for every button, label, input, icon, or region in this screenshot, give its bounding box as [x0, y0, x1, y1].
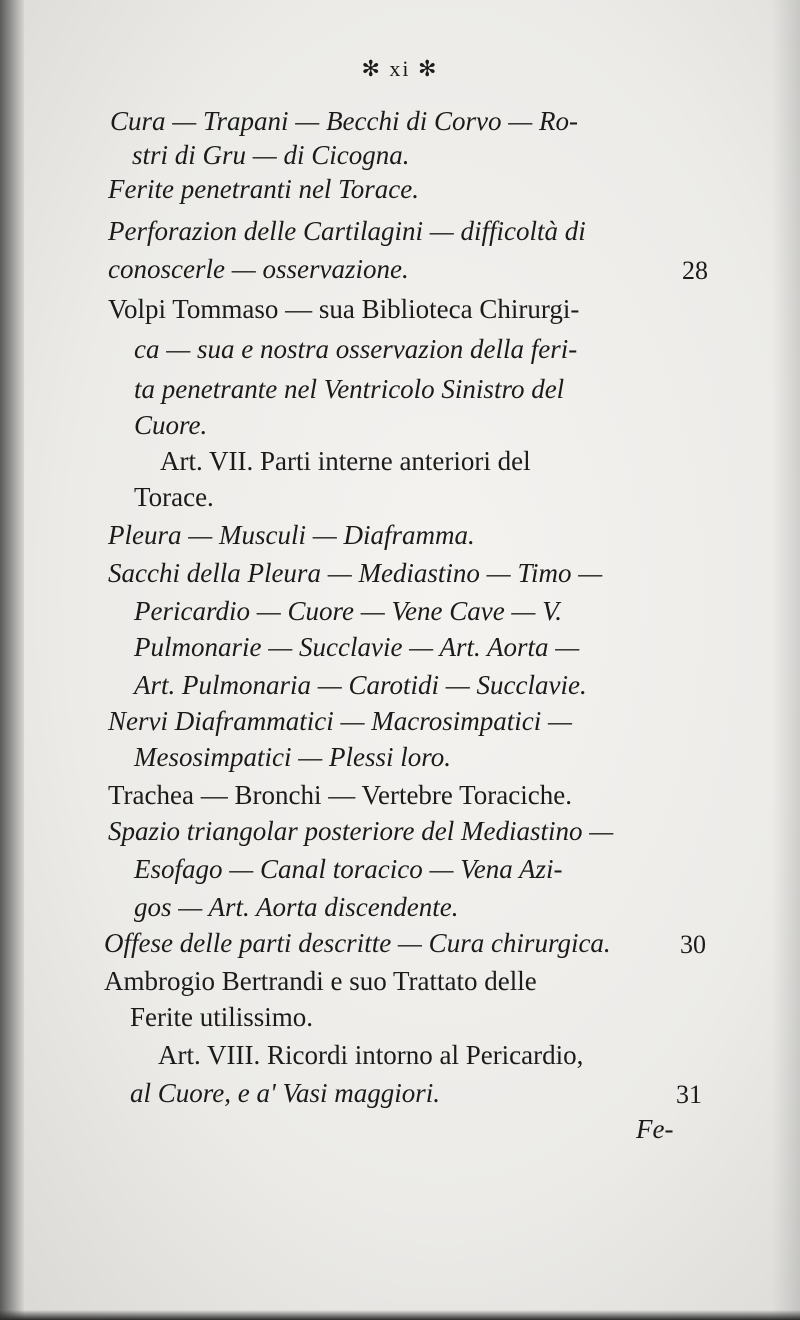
text-line: ta penetrante nel Ventricolo Sinistro del [134, 374, 565, 404]
section-heading: Art. VII. Parti interne anteriori del [160, 446, 531, 476]
text-line: Volpi Tommaso — sua Biblioteca Chirurgi- [108, 294, 580, 324]
page-edge-shadow [772, 0, 800, 1320]
text-line: Trachea — Bronchi — Vertebre Toraciche. [108, 780, 572, 810]
text-line: Pericardio — Cuore — Vene Cave — V. [134, 596, 562, 626]
text-line: gos — Art. Aorta discendente. [134, 892, 459, 922]
page-header: ✻ xi ✻ [361, 56, 439, 81]
bottom-edge-shadow [0, 1310, 800, 1320]
text-line: Torace. [134, 482, 214, 512]
text-line: Cuore. [134, 410, 208, 440]
text-line: Art. Pulmonaria — Carotidi — Succlavie. [134, 670, 587, 700]
text-line: Esofago — Canal toracico — Vena Azi- [134, 854, 563, 884]
text-line: Offese delle parti descritte — Cura chirurgica. [104, 928, 611, 958]
text-line: Perforazion delle Cartilagini — difficoltà di [108, 216, 586, 246]
text-line: stri di Gru — di Cicogna. [132, 140, 410, 170]
text-line: Cura — Trapani — Becchi di Corvo — Ro- [110, 106, 579, 136]
text-line: Ferite penetranti nel Torace. [108, 174, 419, 204]
text-line: Ferite utilissimo. [130, 1002, 314, 1032]
text-line: ca — sua e nostra osservazion della feri- [134, 334, 578, 364]
text-line: al Cuore, e a' Vasi maggiori. [130, 1078, 441, 1108]
page-ref-28: 28 [682, 256, 708, 285]
text-line: Mesosimpatici — Plessi loro. [134, 742, 451, 772]
binding-gutter [0, 0, 24, 1320]
catchword: Fe- [636, 1114, 674, 1144]
text-line: Sacchi della Pleura — Mediastino — Timo — [108, 558, 603, 588]
section-heading: Art. VIII. Ricordi intorno al Pericardio, [158, 1040, 584, 1070]
text-line: Ambrogio Bertrandi e suo Trattato delle [104, 966, 537, 996]
page-ref-30: 30 [680, 930, 706, 959]
text-line: Pulmonarie — Succlavie — Art. Aorta — [134, 632, 580, 662]
page-ref-31: 31 [676, 1080, 702, 1109]
text-line: Spazio triangolar posteriore del Mediastino — [108, 816, 614, 846]
text-line: Nervi Diaframmatici — Macrosimpatici — [108, 706, 572, 736]
text-line: Pleura — Musculi — Diaframma. [108, 520, 475, 550]
text-line: conoscerle — osservazione. [108, 254, 409, 284]
